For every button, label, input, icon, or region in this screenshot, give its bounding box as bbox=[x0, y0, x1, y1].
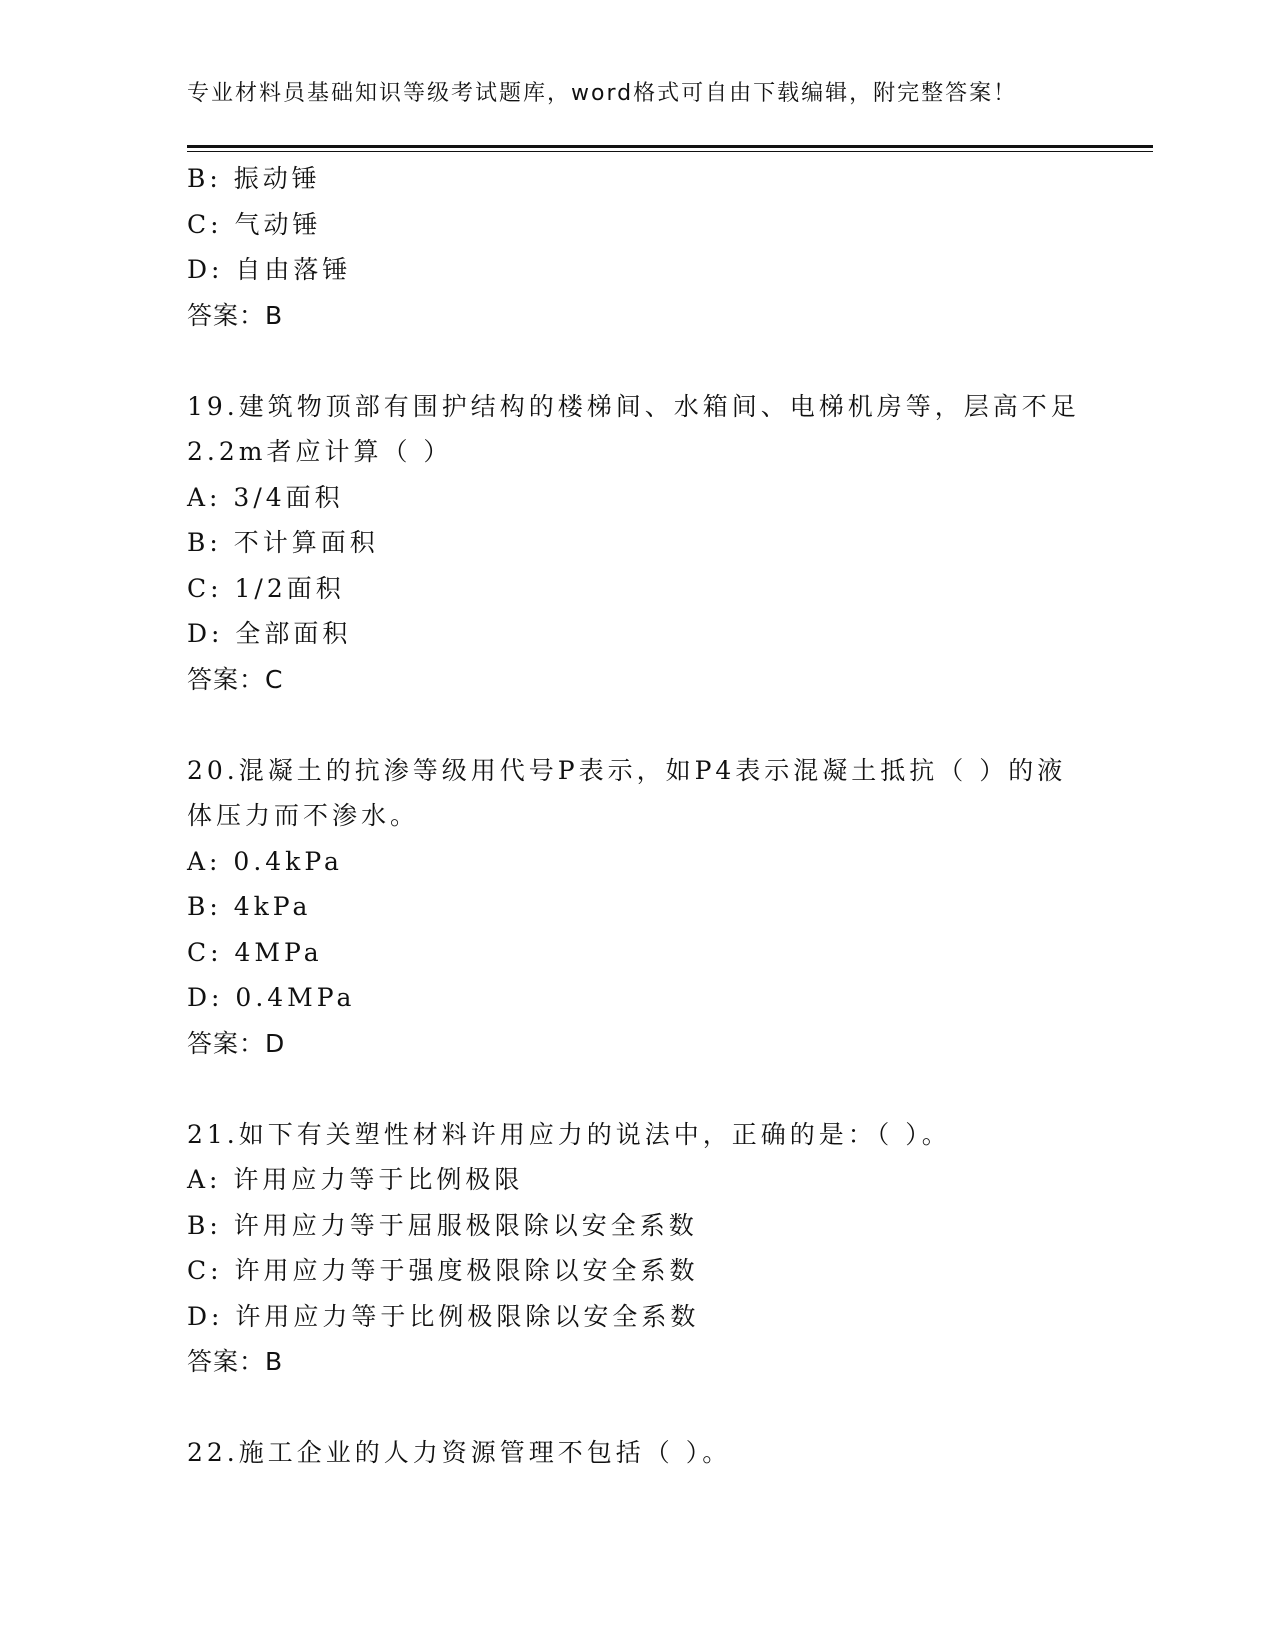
answer: 答案：C bbox=[187, 664, 284, 694]
option-b: B: 不计算面积 bbox=[187, 528, 379, 557]
question-stem: 22.施工企业的人力资源管理不包括（ ）。 bbox=[187, 1438, 732, 1467]
option-b: B: 许用应力等于屈服极限除以安全系数 bbox=[187, 1210, 698, 1240]
option-d: D: 全部面积 bbox=[187, 619, 352, 648]
option-a: A: 0.4kPa bbox=[187, 846, 343, 876]
option-a: A: 3/4面积 bbox=[187, 482, 344, 512]
option-d: D: 许用应力等于比例极限除以安全系数 bbox=[187, 1301, 700, 1331]
question-stem: 19.建筑物顶部有围护结构的楼梯间、水箱间、电梯机房等，层高不足 bbox=[187, 391, 1080, 421]
option-b: B: 振动锤 bbox=[187, 164, 321, 193]
answer: 答案：B bbox=[187, 1347, 284, 1376]
option-b: B: 4kPa bbox=[187, 892, 312, 921]
question-content bbox=[187, 156, 1087, 1476]
option-c: C: 气动锤 bbox=[187, 209, 322, 239]
option-d: D: 0.4MPa bbox=[187, 983, 356, 1012]
question-stem-cont: 2.2m者应计算（ ） bbox=[187, 437, 453, 466]
header-rule-thin bbox=[187, 151, 1153, 152]
option-c: C: 许用应力等于强度极限除以安全系数 bbox=[187, 1256, 699, 1285]
option-d: D: 自由落锤 bbox=[187, 255, 352, 284]
answer: 答案：B bbox=[187, 300, 284, 330]
question-stem: 20.混凝土的抗渗等级用代号P表示，如P4表示混凝土抵抗（ ）的液 bbox=[187, 755, 1067, 785]
option-a: A: 许用应力等于比例极限 bbox=[187, 1165, 524, 1194]
option-c: C: 1/2面积 bbox=[187, 573, 345, 603]
question-stem-cont: 体压力而不渗水。 bbox=[187, 801, 420, 830]
page-header: 专业材料员基础知识等级考试题库，word格式可自由下载编辑，附完整答案！ bbox=[187, 81, 1018, 106]
answer: 答案：D bbox=[187, 1028, 286, 1058]
question-stem: 21.如下有关塑性材料许用应力的说法中，正确的是：（ ）。 bbox=[187, 1119, 951, 1149]
option-c: C: 4MPa bbox=[187, 937, 323, 967]
header-rule bbox=[187, 145, 1153, 148]
